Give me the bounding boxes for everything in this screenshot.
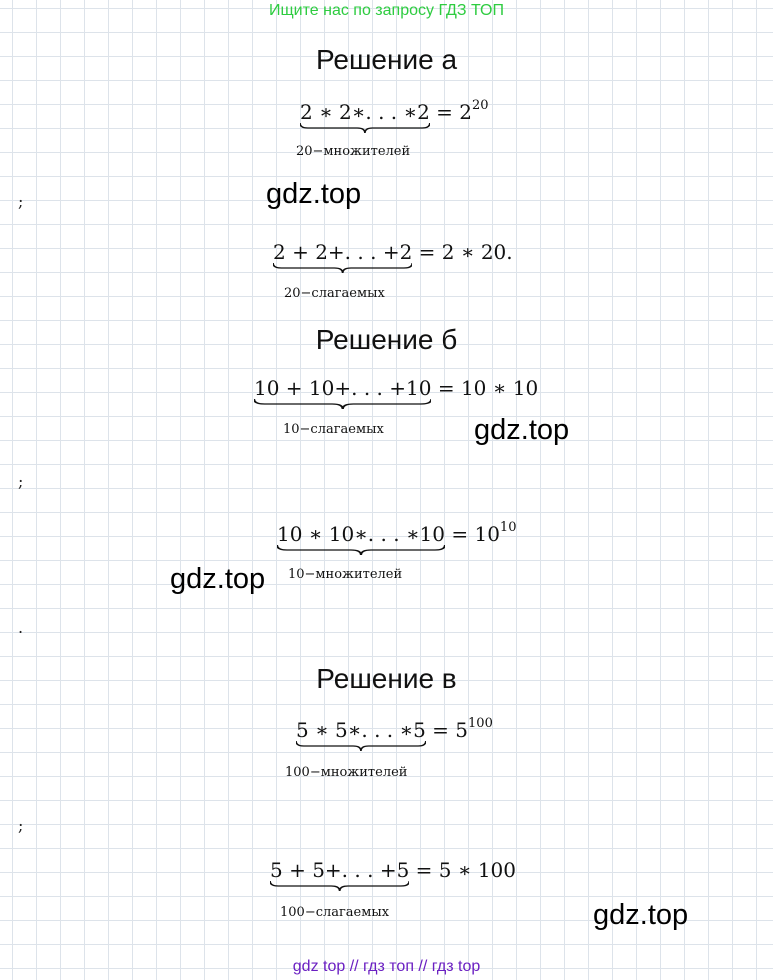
period: . [18, 618, 24, 637]
heading-solution-b: Решение б [315, 324, 458, 355]
equation-rhs: = 5 ∗ 100 [409, 858, 516, 882]
equation-a2 [273, 240, 513, 264]
equation-lhs: 5 + 5+. . . +5 [270, 858, 409, 882]
search-banner: Ищите нас по запросу ГДЗ ТОП [269, 2, 504, 19]
equation-c2 [270, 858, 516, 882]
watermark: gdz.top [593, 899, 689, 931]
watermark: gdz.top [474, 414, 570, 446]
semicolon: ; [18, 472, 24, 491]
equation-c1 [296, 718, 493, 742]
underbrace-label: 100−слагаемых [280, 905, 390, 920]
equation-rhs: = $10^{10}$ [445, 520, 517, 546]
underbrace-label: 10−множителей [288, 567, 403, 582]
equation-rhs: = 2 ∗ 20. [412, 240, 513, 264]
equation-lhs: 10 + 10+. . . +10 [254, 376, 431, 400]
underbrace-label: 20−множителей [296, 144, 411, 159]
equation-lhs: 5 ∗ 5∗. . . ∗5 [296, 718, 426, 742]
watermark: gdz.top [266, 178, 362, 210]
underbrace [273, 263, 412, 273]
equation-b1 [254, 376, 538, 400]
watermark: gdz.top [170, 563, 266, 595]
semicolon: ; [18, 192, 24, 211]
equation-rhs: = 10 ∗ 10 [431, 376, 539, 400]
equation-lhs: 2 ∗ 2∗. . . ∗2 [300, 100, 430, 124]
underbrace [270, 881, 409, 891]
heading-solution-a: Решение а [315, 44, 458, 75]
underbrace [296, 741, 426, 751]
underbrace-label: 10−слагаемых [283, 422, 384, 437]
underbrace [254, 399, 431, 409]
equation-lhs: 2 + 2+. . . +2 [273, 240, 412, 264]
semicolon: ; [18, 816, 24, 835]
underbrace-label: 100−множителей [285, 765, 408, 780]
equation-a1 [300, 100, 489, 124]
equation-lhs: 10 ∗ 10∗. . . ∗10 [277, 522, 445, 546]
underbrace [277, 545, 445, 555]
underbrace-label: 20−слагаемых [284, 286, 385, 301]
underbrace [300, 123, 430, 133]
equation-b2 [277, 522, 516, 546]
footer-links[interactable]: gdz top // гдз топ // гдз top [292, 958, 481, 975]
equation-rhs: = $2^{20}$ [429, 98, 489, 124]
heading-solution-c: Решение в [316, 663, 457, 694]
equation-rhs: = $5^{100}$ [425, 716, 493, 742]
